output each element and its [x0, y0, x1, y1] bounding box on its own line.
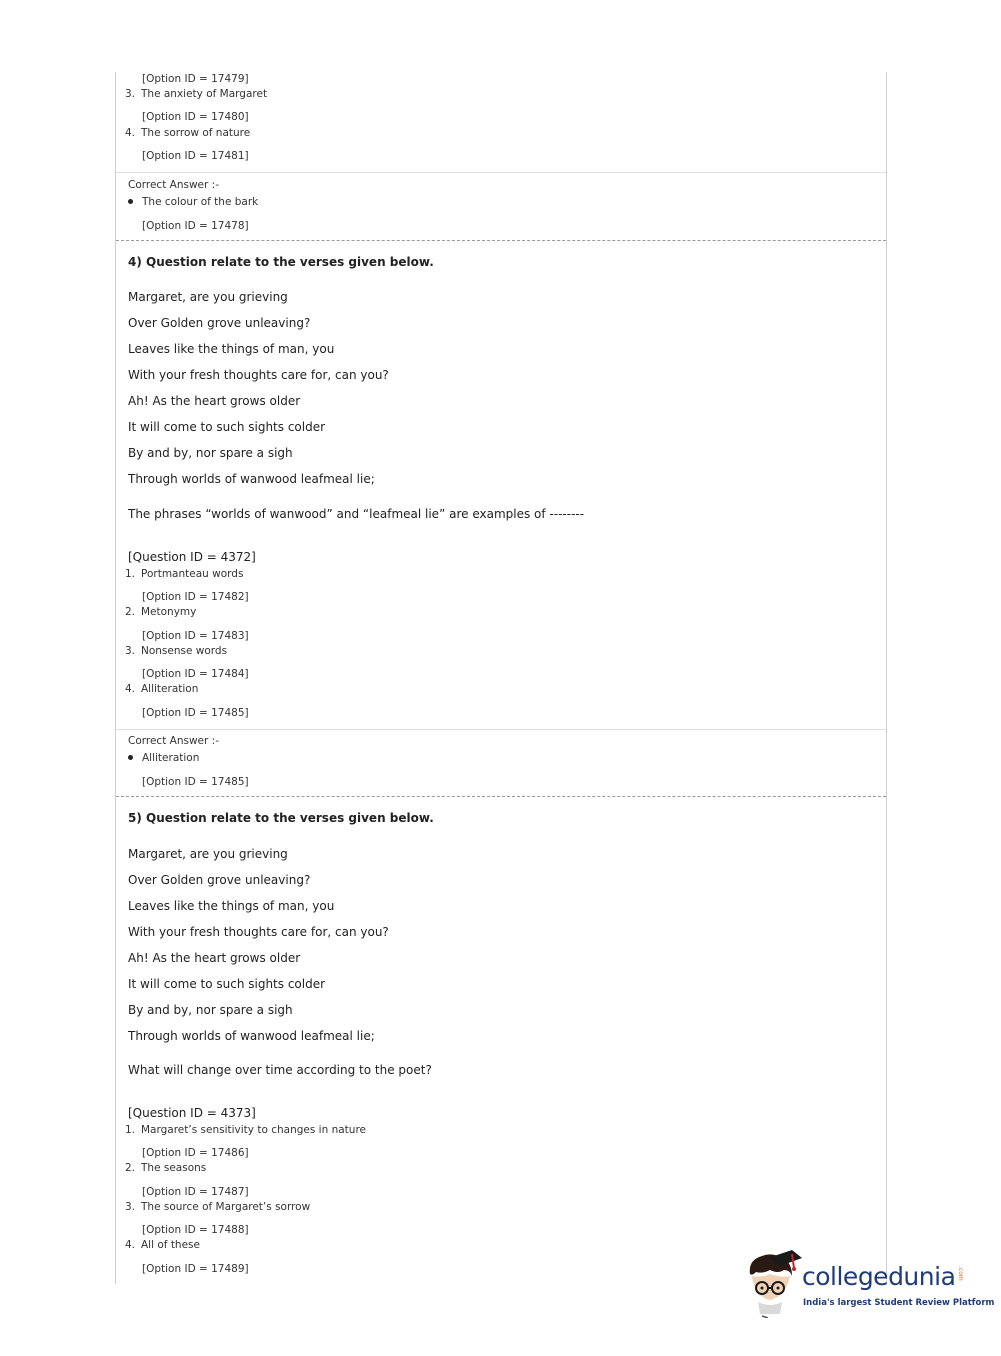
section-divider [116, 240, 886, 241]
correct-answer-text: Alliteration [142, 752, 200, 764]
option-number: 1. [125, 568, 136, 580]
option-id: [Option ID = 17483] [142, 630, 249, 642]
option-text: Metonymy [141, 606, 197, 618]
verse-line: Over Golden grove unleaving? [128, 873, 311, 887]
verse-line: Through worlds of wanwood leafmeal lie; [128, 1029, 375, 1043]
correct-answer-label: Correct Answer :- [128, 179, 219, 191]
logo-domain: .com [957, 1266, 964, 1281]
correct-answer [128, 196, 258, 208]
option-item [125, 1201, 310, 1213]
option-item [125, 1239, 200, 1251]
verse-line: Leaves like the things of man, you [128, 342, 335, 356]
correct-answer-label: Correct Answer :- [128, 735, 219, 747]
option-item [125, 1124, 366, 1136]
option-number: 2. [125, 1162, 136, 1174]
option-item [125, 1162, 206, 1174]
logo-tagline: India's largest Student Review Platform [803, 1298, 995, 1308]
option-id: [Option ID = 17485] [142, 776, 249, 788]
verse-line: Margaret, are you grieving [128, 290, 288, 304]
verse-line: Ah! As the heart grows older [128, 394, 301, 408]
option-text: Margaret’s sensitivity to changes in nature [141, 1124, 366, 1136]
divider [116, 172, 886, 173]
correct-answer [128, 752, 199, 764]
verse-line: By and by, nor spare a sigh [128, 446, 293, 460]
option-item [125, 606, 196, 618]
option-number: 4. [125, 127, 136, 139]
verse-line: By and by, nor spare a sigh [128, 1003, 293, 1017]
option-id: [Option ID = 17485] [142, 707, 249, 719]
option-id: [Option ID = 17489] [142, 1263, 249, 1275]
verse-line: It will come to such sights colder [128, 420, 326, 434]
option-item [125, 568, 243, 580]
mascot-icon [742, 1248, 804, 1318]
option-id: [Option ID = 17479] [142, 73, 249, 85]
option-number: 3. [125, 645, 136, 657]
option-number: 3. [125, 1201, 136, 1213]
option-number: 4. [125, 683, 136, 695]
option-number: 3. [125, 88, 136, 100]
option-text: Nonsense words [141, 645, 228, 657]
option-id: [Option ID = 17484] [142, 668, 249, 680]
question-text: What will change over time according to the poet? [128, 1063, 432, 1077]
verse-line: Margaret, are you grieving [128, 847, 288, 861]
option-text: The sorrow of nature [141, 127, 251, 139]
verse-line: It will come to such sights colder [128, 977, 326, 991]
correct-answer-text: The colour of the bark [142, 196, 259, 208]
verse-line: With your fresh thoughts care for, can you? [128, 368, 389, 382]
question-id: [Question ID = 4372] [128, 550, 256, 564]
option-item [125, 683, 198, 695]
option-text: All of these [141, 1239, 200, 1251]
option-id: [Option ID = 17480] [142, 111, 249, 123]
question-id: [Question ID = 4373] [128, 1106, 256, 1120]
verse-line: With your fresh thoughts care for, can you? [128, 925, 389, 939]
bullet-icon [128, 199, 133, 204]
verse-line: Leaves like the things of man, you [128, 899, 335, 913]
logo-wordmark: collegedunia [802, 1262, 956, 1291]
option-id: [Option ID = 17488] [142, 1224, 249, 1236]
document-page [115, 72, 887, 1284]
option-id: [Option ID = 17482] [142, 591, 249, 603]
question-text: The phrases “worlds of wanwood” and “leafmeal lie” are examples of -------- [128, 507, 585, 521]
option-id: [Option ID = 17487] [142, 1186, 249, 1198]
option-number: 2. [125, 606, 136, 618]
option-id: [Option ID = 17478] [142, 220, 249, 232]
option-text: Portmanteau words [141, 568, 244, 580]
divider [116, 729, 886, 730]
option-text: The source of Margaret’s sorrow [141, 1201, 311, 1213]
option-text: The seasons [141, 1162, 207, 1174]
section-divider [116, 796, 886, 797]
option-item [125, 88, 267, 100]
option-number: 1. [125, 1124, 136, 1136]
option-text: The anxiety of Margaret [141, 88, 268, 100]
collegedunia-logo [742, 1248, 995, 1320]
question-title: 5) Question relate to the verses given below. [128, 811, 434, 825]
verse-line: Through worlds of wanwood leafmeal lie; [128, 472, 375, 486]
option-item [125, 645, 227, 657]
question-title: 4) Question relate to the verses given below. [128, 255, 434, 269]
bullet-icon [128, 755, 133, 760]
option-item [125, 127, 250, 139]
verse-line: Over Golden grove unleaving? [128, 316, 311, 330]
option-id: [Option ID = 17481] [142, 150, 249, 162]
option-id: [Option ID = 17486] [142, 1147, 249, 1159]
option-number: 4. [125, 1239, 136, 1251]
verse-line: Ah! As the heart grows older [128, 951, 301, 965]
option-text: Alliteration [141, 683, 199, 695]
